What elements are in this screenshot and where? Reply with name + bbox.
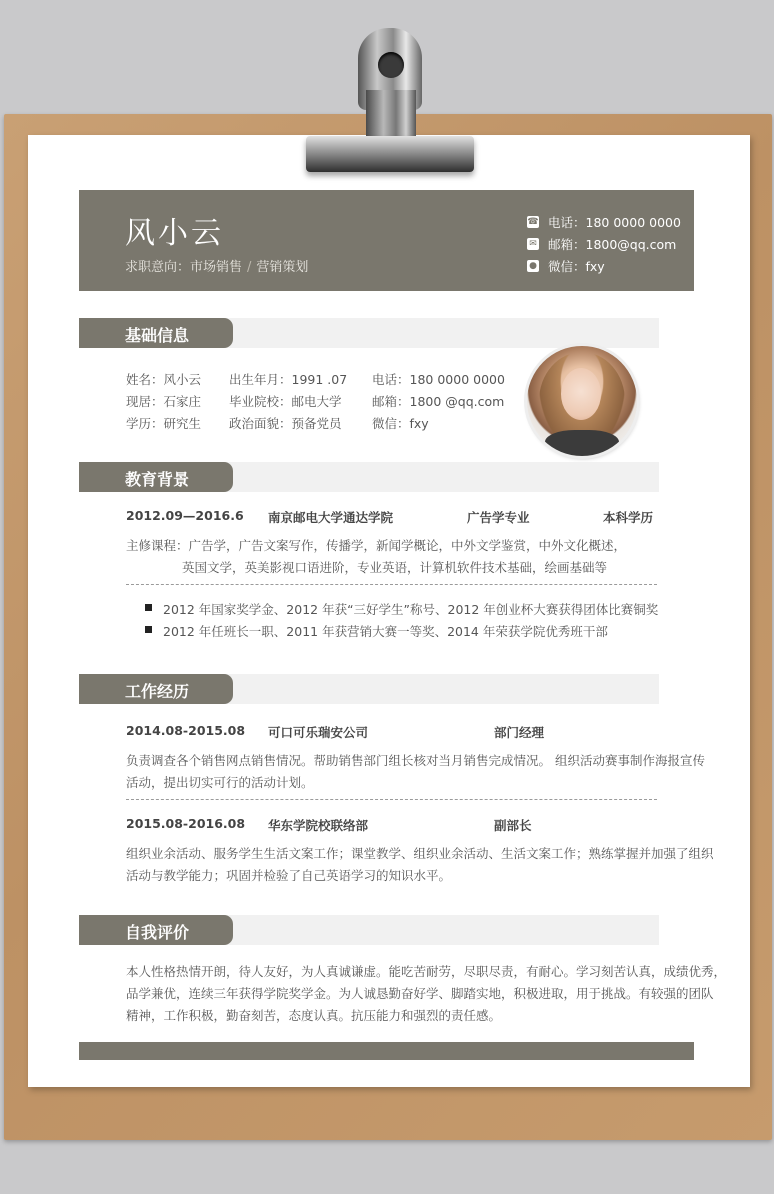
self-line3: 精神，工作积极，勤奋刻苦，态度认真。抗压能力和强烈的责任感。 [126,1008,502,1023]
mail-icon: ✉ [527,238,539,250]
basic-phone: 电话：180 0000 0000 [372,372,505,387]
binder-clip-hole [378,52,404,78]
section-title-basic: 基础信息 [125,326,190,345]
job-intent-secondary: 营销策划 [256,260,309,275]
job2-company: 华东学院校联络部 [268,818,369,833]
basic-birth: 出生年月：1991 .07 [229,372,348,387]
photo-face [561,368,601,420]
edu-courses-line2: 英国文学，英美影视口语进阶，专业英语，计算机软件技术基础，绘画基础等 [182,560,608,575]
section-basic-info [79,318,659,348]
job-intent [125,256,308,275]
edu-honor-1: 2012 年国家奖学金、2012 年获“三好学生”称号、2012 年创业杯大赛获得团体比赛铜奖 [163,602,659,617]
basic-politics: 政治面貌：预备党员 [229,416,342,431]
edu-school: 南京邮电大学通达学院 [268,510,394,525]
basic-degree: 学历：研究生 [126,416,202,431]
job2-desc-line1: 组织业余活动、服务学生生活文案工作；课堂教学、组织业余活动、生活文案工作；熟练掌握并加强了组织 [126,846,714,861]
wechat-icon: ● [527,260,539,272]
edu-major: 广告学专业 [467,510,530,525]
job-intent-primary: 求职意向：市场销售 [125,260,243,275]
section-title-self: 自我评价 [125,923,190,942]
edu-period: 2012.09—2016.6 [126,508,244,523]
job2-role: 副部长 [494,818,532,833]
basic-residence: 现居：石家庄 [126,394,202,409]
header-email-text: 邮箱：1800@qq.com [548,237,677,252]
header-contact-email [527,233,681,255]
bullet-icon [145,626,152,633]
job1-role: 部门经理 [494,725,545,740]
job1-desc-line2: 活动，提出切实可行的活动计划。 [126,775,314,790]
phone-icon: ☎ [527,216,539,227]
section-work [79,674,659,704]
candidate-name: 风小云 [125,216,224,251]
self-line1: 本人性格热情开朗，待人友好，为人真诚谦虚。能吃苦耐劳，尽职尽责，有耐心。学习刻苦认真，成绩优秀， [126,964,727,979]
job2-period: 2015.08-2016.08 [126,816,246,831]
basic-school: 毕业院校：邮电大学 [229,394,342,409]
header-wechat-text: 微信：fxy [548,259,605,274]
self-line2: 品学兼优，连续三年获得学院奖学金。为人诚恳勤奋好学、脚踏实地，积极进取，用于挑战。有较强的团队 [126,986,714,1001]
work-divider [126,799,657,800]
profile-photo [527,346,637,456]
job-intent-separator: / [247,260,252,275]
section-title-work: 工作经历 [125,682,190,701]
basic-wechat: 微信：fxy [372,416,429,431]
header-contacts [527,211,681,277]
section-title-education: 教育背景 [125,470,190,489]
job1-company: 可口可乐瑞安公司 [268,725,369,740]
section-education [79,462,659,492]
job2-desc-line2: 活动与教学能力；巩固并检验了自己英语学习的知识水平。 [126,868,452,883]
bullet-icon [145,604,152,611]
resume-header [79,190,694,291]
header-contact-phone [527,211,681,233]
edu-courses-line1: 主修课程：广告学，广告文案写作，传播学，新闻学概论，中外文学鉴赏，中外文化概述， [126,538,627,553]
section-self-evaluation [79,915,659,945]
edu-degree: 本科学历 [603,510,654,525]
header-phone-text: 电话：180 0000 0000 [548,215,681,230]
job1-period: 2014.08-2015.08 [126,723,246,738]
job1-desc-line1: 负责调查各个销售网点销售情况。帮助销售部门组长核对当月销售完成情况。 组织活动赛事制作海报宣传 [126,753,705,768]
photo-shirt [545,430,619,456]
basic-name: 姓名：风小云 [126,372,202,387]
footer-bar [79,1042,694,1060]
binder-clip-neck [366,90,416,138]
edu-honor-2: 2012 年任班长一职、2011 年获营销大赛一等奖、2014 年荣获学院优秀班干部 [163,624,608,639]
header-contact-wechat [527,255,681,277]
edu-divider [126,584,657,585]
basic-email: 邮箱：1800 @qq.com [372,394,505,409]
binder-clip-base [306,136,474,172]
